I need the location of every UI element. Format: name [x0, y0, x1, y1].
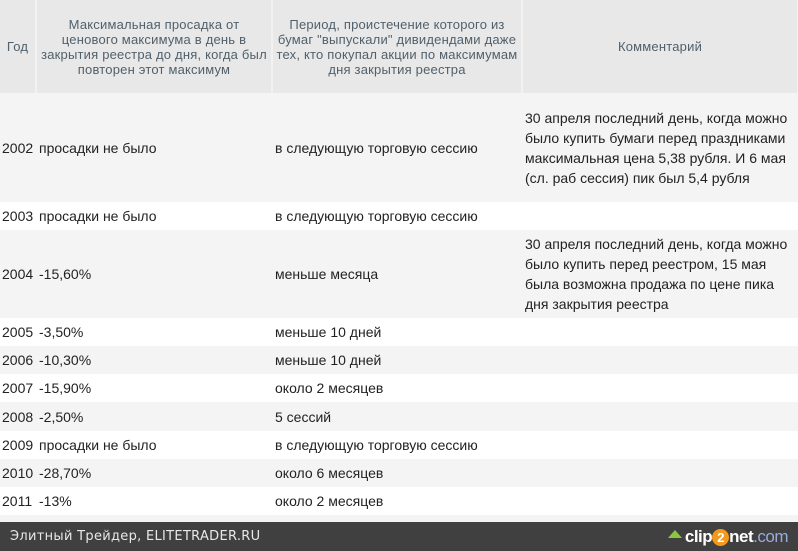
- cell-year: 2009: [2, 437, 34, 453]
- cell-comment: [522, 402, 798, 431]
- cell-comment: [522, 346, 798, 374]
- cell-year: 2011: [2, 493, 33, 509]
- cell-drawdown: просадки не было: [39, 208, 157, 224]
- table-row: [0, 346, 798, 374]
- cell-drawdown: -2,50%: [36, 402, 272, 431]
- upload-arrow-icon: [668, 530, 682, 538]
- table-row: [0, 402, 798, 431]
- cell-year: 2002: [0, 93, 36, 202]
- cell-comment: [522, 431, 798, 459]
- cell-period: меньше 10 дней: [272, 346, 522, 374]
- cell-year: 2010: [0, 459, 36, 487]
- cell-drawdown: -3,50%: [39, 324, 84, 340]
- header-comment: Комментарий: [522, 0, 798, 93]
- cell-comment: 30 апреля последний день, когда можно было купить бумаги перед праздниками максимальная цена 5,38 рубля. И 6 мая (сл. раб сессия) пик был 5,4 рубля: [522, 93, 798, 202]
- cell-period: 5 сессий: [272, 402, 522, 431]
- cell-drawdown: -10,30%: [36, 346, 272, 374]
- cell-period: около 2 месяцев: [275, 380, 384, 396]
- cell-period: около 2 месяцев: [275, 493, 384, 509]
- cell-period: меньше 10 дней: [275, 324, 382, 340]
- cell-year: 2004: [0, 230, 36, 318]
- table-row: [0, 459, 798, 487]
- table-row: [0, 318, 798, 346]
- cell-year: 2008: [0, 402, 36, 431]
- cell-period: меньше месяца: [272, 230, 522, 318]
- cell-drawdown: -13%: [39, 493, 72, 509]
- cell-period: в следующую торговую сессию: [272, 93, 522, 202]
- cell-year: 2005: [2, 324, 34, 340]
- cell-drawdown: -28,70%: [36, 459, 272, 487]
- table-row: [0, 230, 798, 318]
- cell-drawdown: просадки не было: [39, 437, 157, 453]
- clip2net-logo[interactable]: clip 2 net.com: [668, 522, 788, 551]
- cell-drawdown: -15,60%: [36, 230, 272, 318]
- cell-year: 2006: [0, 346, 36, 374]
- cell-comment: [522, 459, 798, 487]
- cell-period: около 6 месяцев: [272, 459, 522, 487]
- cell-comment: [522, 202, 798, 230]
- cell-period: в следующую торговую сессию: [275, 208, 478, 224]
- cell-comment: [522, 374, 798, 402]
- footer: [0, 522, 798, 551]
- cell-comment: [522, 318, 798, 346]
- cell-drawdown: просадки не было: [36, 93, 272, 202]
- header-drawdown: Максимальная просадка от ценового максимума в день в закрытия реестра до дня, когда был повторен этот максимум: [36, 0, 272, 93]
- cell-period: в следующую торговую сессию: [275, 437, 478, 453]
- table-header: [0, 0, 798, 93]
- cell-year: 2007: [2, 380, 34, 396]
- table-row: [0, 431, 798, 459]
- cell-drawdown: -15,90%: [39, 380, 92, 396]
- table-bottom-strip: [0, 515, 798, 522]
- footer-text: Элитный Трейдер, ELITETRADER.RU: [10, 529, 261, 544]
- table-row: [0, 202, 798, 230]
- header-year: Год: [0, 0, 36, 93]
- table-row: [0, 93, 798, 202]
- cell-year: 2003: [2, 208, 34, 224]
- cell-comment: [522, 487, 798, 515]
- cell-comment: 30 апреля последний день, когда можно было купить перед реестром, 15 мая была возможна продажа по цене пика дня закрытия реестра: [522, 230, 798, 318]
- table-row: [0, 374, 798, 402]
- header-period: Период, проистечение которого из бумаг "выпускали" дивидендами даже тех, кто покупал акции по максимумам дня закрытия реестра: [272, 0, 522, 93]
- table-row: [0, 487, 798, 515]
